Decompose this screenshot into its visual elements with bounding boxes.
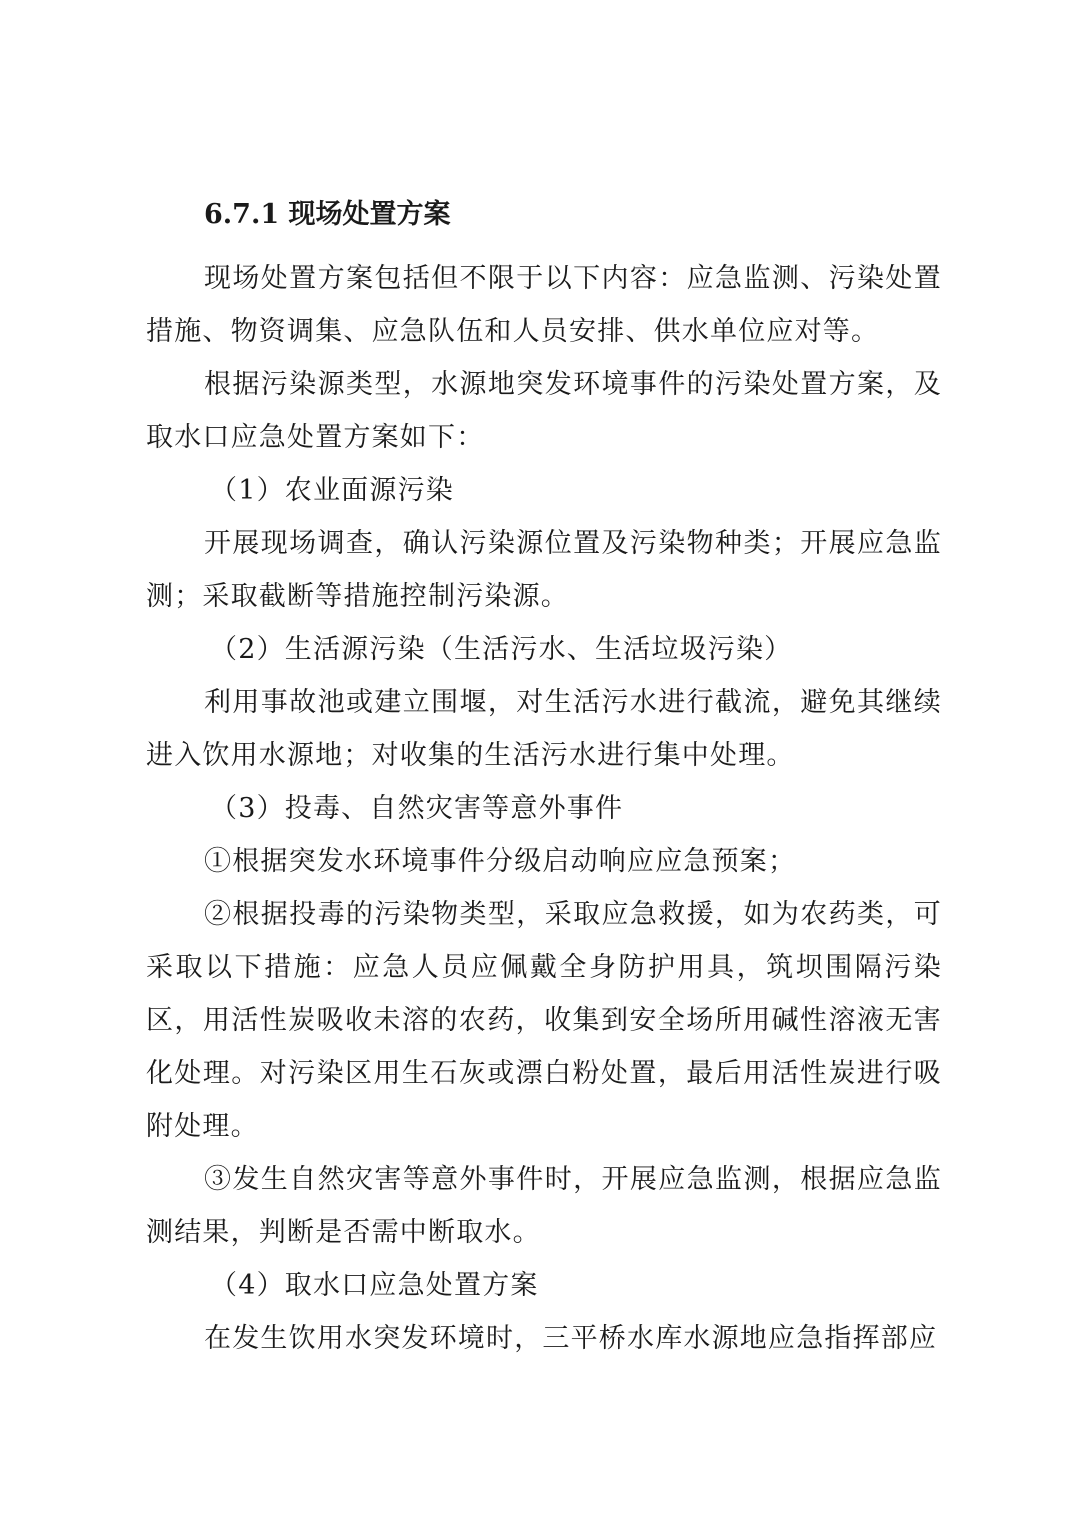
paragraph-accident-1: ①根据突发水环境事件分级启动响应应急预案； bbox=[204, 846, 797, 877]
paragraph-intro: 根据污染源类型，水源地突发环境事件的污染处置方案，及取水口应急处置方案如下： bbox=[146, 369, 942, 453]
paragraph-scope: 现场处置方案包括但不限于以下内容：应急监测、污染处置措施、物资调集、应急队伍和人员安排、供水单位应对等。 bbox=[146, 263, 942, 347]
paragraph-accident-3: ③发生自然灾害等意外事件时，开展应急监测，根据应急监测结果，判断是否需中断取水。 bbox=[146, 1164, 942, 1248]
paragraph-agricultural: 开展现场调查，确认污染源位置及污染物种类；开展应急监测；采取截断等措施控制污染源。 bbox=[146, 528, 942, 612]
section-heading: 6.7.1 现场处置方案 bbox=[204, 199, 451, 230]
subheading-agricultural: （1）农业面源污染 bbox=[210, 475, 454, 506]
paragraph-accident-2: ②根据投毒的污染物类型，采取应急救援，如为农药类，可采取以下措施：应急人员应佩戴全身防护用具，筑坝围隔污染区，用活性炭吸收未溶的农药，收集到安全场所用碱性溶液无害化处理。对污染区用生石灰或漂白粉处置，最后用活性炭进行吸附处理。 bbox=[146, 899, 942, 1142]
subheading-accident: （3）投毒、自然灾害等意外事件 bbox=[210, 793, 624, 824]
subheading-domestic: （2）生活源污染（生活污水、生活垃圾污染） bbox=[210, 634, 793, 665]
paragraph-domestic: 利用事故池或建立围堰，对生活污水进行截流，避免其继续进入饮用水源地；对收集的生活污水进行集中处理。 bbox=[146, 687, 942, 771]
paragraph-intake: 在发生饮用水突发环境时，三平桥水库水源地应急指挥部应 bbox=[204, 1323, 938, 1354]
document-body bbox=[146, 196, 942, 1365]
subheading-intake: （4）取水口应急处置方案 bbox=[210, 1270, 539, 1301]
